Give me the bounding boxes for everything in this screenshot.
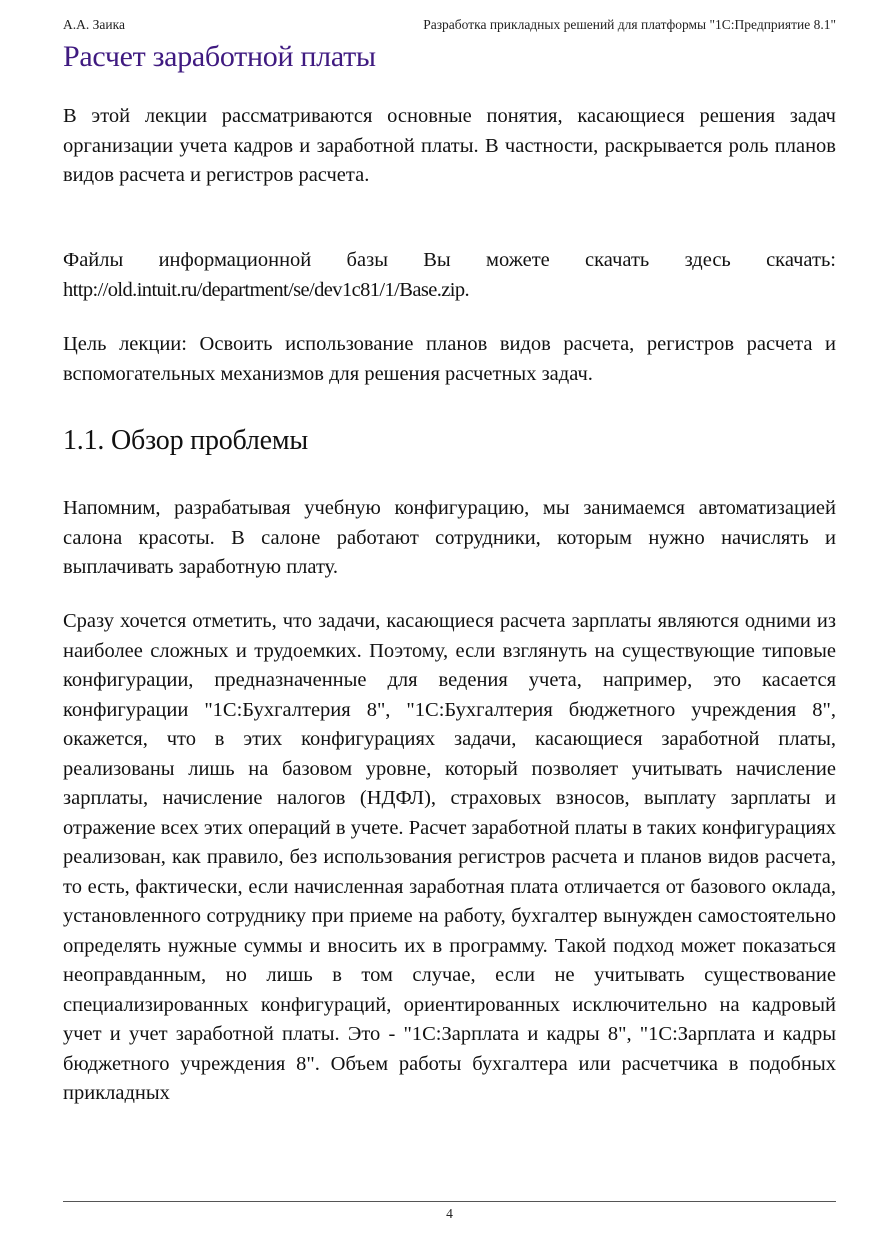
section-paragraph-1: Напомним, разрабатывая учебную конфигурацию, мы занимаемся автоматизацией салона красоты. В салоне работают сотрудники, которым нужно начислять и выплачивать заработную плату. xyxy=(63,497,836,578)
running-header xyxy=(63,16,836,34)
download-paragraph xyxy=(63,246,836,305)
header-author: А.А. Заика xyxy=(63,17,125,32)
document-page xyxy=(63,0,836,1241)
intro-paragraph: В этой лекции рассматриваются основные понятия, касающиеся решения задач организации учета кадров и заработной платы. В частности, раскрывается роль планов видов расчета и регистров расчета. xyxy=(63,105,836,186)
download-link[interactable]: http://old.intuit.ru/department/se/dev1c81/1/Base.zip. xyxy=(63,278,469,301)
section-paragraph-2: Сразу хочется отметить, что задачи, касающиеся расчета зарплаты являются одними из наиболее сложных и трудоемких. Поэтому, если взглянуть на существующие типовые конфигурации, предназначенные для ведения учета, например, это касается конфигурации "1С:Бухгалтерия 8", "1С:Бухгалтерия бюджетного учреждения 8", окажется, что в этих конфигурациях задачи, касающиеся заработной платы, реализованы лишь на базовом уровне, который позволяет учитывать начисление зарплаты, начисление налогов (НДФЛ), страховых взносов, выплату зарплаты и отражение всех этих операций в учете. Расчет заработной платы в таких конфигурациях реализован, как правило, без использования регистров расчета и планов видов расчета, то есть, фактически, если начисленная заработная плата отличается от базового оклада, установленного сотруднику при приеме на работу, бухгалтер вынужден самостоятельно определять нужные суммы и вносить их в программу. Такой подход может показаться неоправданным, но лишь в том случае, если не учитывать существование специализированных конфигураций, ориентированных исключительно на кадровый учет и учет заработной платы. Это - "1С:Зарплата и кадры 8", "1С:Зарплата и кадры бюджетного учреждения 8". Объем работы бухгалтера или расчетчика в подобных прикладных xyxy=(63,610,836,1104)
section-title: 1.1. Обзор проблемы xyxy=(63,425,309,456)
lecture-goal-paragraph: Цель лекции: Освоить использование планов видов расчета, регистров расчета и вспомогательных механизмов для решения расчетных задач. xyxy=(63,333,836,385)
header-book-title: Разработка прикладных решений для платформы "1С:Предприятие 8.1" xyxy=(423,17,836,32)
footer-divider xyxy=(63,1201,836,1202)
page-number: 4 xyxy=(446,1206,453,1221)
chapter-title: Расчет заработной платы xyxy=(63,40,376,73)
download-text: Файлы информационной базы Вы можете скачать здесь скачать: xyxy=(63,249,836,271)
